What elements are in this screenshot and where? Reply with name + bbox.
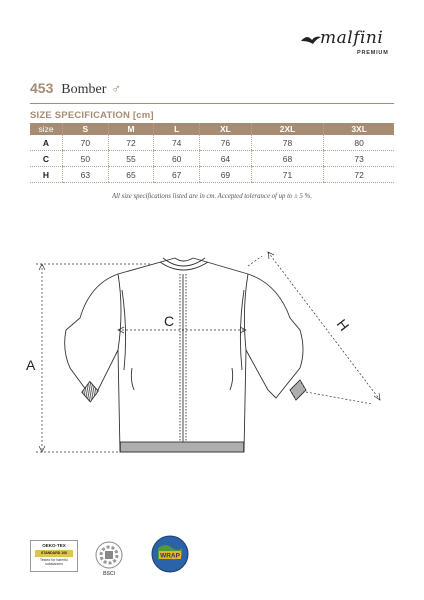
dimension-a-label: A bbox=[26, 357, 36, 373]
left-cuff bbox=[80, 380, 99, 402]
male-symbol-icon: ♂ bbox=[111, 81, 121, 96]
divider bbox=[30, 103, 394, 104]
size-table bbox=[30, 123, 394, 183]
oeko-tex-badge bbox=[30, 540, 78, 572]
table-cell: 55 bbox=[108, 151, 154, 167]
size-column-header: M bbox=[108, 123, 154, 135]
bsci-icon bbox=[92, 540, 126, 570]
table-cell: 76 bbox=[200, 135, 252, 151]
table-row bbox=[30, 135, 394, 151]
table-cell: 72 bbox=[108, 135, 154, 151]
left-pocket bbox=[131, 368, 134, 390]
oeko-tex-subtitle: Tested for harmful substances bbox=[39, 558, 68, 566]
table-cell: 50 bbox=[63, 151, 109, 167]
table-cell: 72 bbox=[324, 167, 394, 183]
size-column-header: 3XL bbox=[324, 123, 394, 135]
bsci-badge bbox=[92, 540, 126, 580]
size-column-header: XL bbox=[200, 123, 252, 135]
dimension-h bbox=[248, 252, 380, 404]
brand-tagline: PREMIUM bbox=[357, 50, 389, 56]
table-cell: 73 bbox=[324, 151, 394, 167]
product-code: 453 bbox=[30, 80, 54, 96]
table-row bbox=[30, 167, 394, 183]
table-cell: 71 bbox=[251, 167, 323, 183]
size-column-header: S bbox=[63, 123, 109, 135]
wrap-label: WRAP bbox=[160, 552, 180, 560]
size-column-header: 2XL bbox=[251, 123, 323, 135]
oeko-tex-title: OEKO-TEX bbox=[42, 543, 66, 548]
size-table-header bbox=[30, 123, 394, 135]
wrap-globe-icon bbox=[150, 534, 190, 574]
row-label: H bbox=[30, 167, 63, 183]
brand-wordmark: malfini bbox=[320, 28, 384, 48]
table-cell: 65 bbox=[108, 167, 154, 183]
table-cell: 69 bbox=[200, 167, 252, 183]
table-row bbox=[30, 151, 394, 167]
table-cell: 74 bbox=[154, 135, 200, 151]
table-cell: 64 bbox=[200, 151, 252, 167]
size-spec-heading: SIZE SPECIFICATION [cm] bbox=[30, 110, 154, 121]
brand-logo bbox=[300, 28, 396, 62]
table-cell: 78 bbox=[251, 135, 323, 151]
wrap-badge bbox=[150, 534, 190, 574]
right-cuff bbox=[290, 380, 306, 400]
waistband bbox=[120, 442, 244, 452]
size-column-header: L bbox=[154, 123, 200, 135]
row-label: C bbox=[30, 151, 63, 167]
table-cell: 80 bbox=[324, 135, 394, 151]
product-title bbox=[30, 80, 121, 98]
bsci-label: BSCI bbox=[103, 571, 115, 577]
tolerance-note: All size specifications listed are in cm. Accepted tolerance of up to ± 5 %. bbox=[111, 193, 313, 200]
table-cell: 68 bbox=[251, 151, 323, 167]
dimension-h-label: H bbox=[333, 315, 353, 334]
oeko-tex-standard: STANDARD 100 bbox=[35, 550, 73, 557]
dimension-c bbox=[118, 327, 246, 333]
row-label: A bbox=[30, 135, 63, 151]
jacket-outline bbox=[65, 258, 303, 452]
bomber-jacket-drawing bbox=[0, 230, 424, 490]
right-pocket bbox=[230, 368, 233, 390]
table-cell: 70 bbox=[63, 135, 109, 151]
size-column-header: size bbox=[30, 123, 63, 135]
product-name: Bomber bbox=[61, 82, 107, 97]
bird-icon bbox=[300, 34, 322, 48]
table-cell: 60 bbox=[154, 151, 200, 167]
dimension-c-label: C bbox=[164, 313, 175, 329]
table-cell: 63 bbox=[63, 167, 109, 183]
table-cell: 67 bbox=[154, 167, 200, 183]
